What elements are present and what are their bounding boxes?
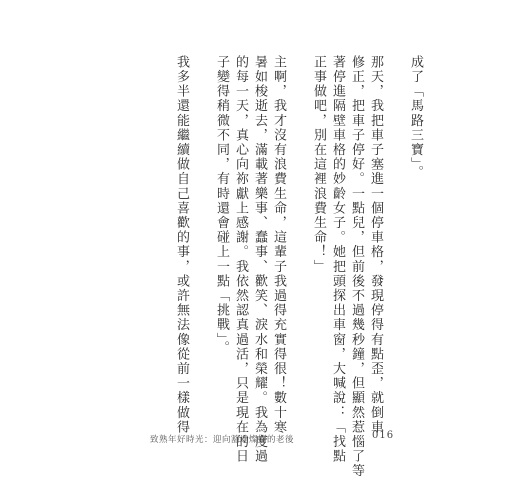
text-column: 暑如梭逝去，滿載著樂事、蠢事、歡笑、淚水和榮耀。我為度過 xyxy=(252,55,267,464)
running-footer-book-title: 致熟年好時光：迎向豁達燦爛的老後 xyxy=(150,435,295,445)
text-column: 修正，把車子停好。一點兒，但前後不過幾秒鐘，但顯然惹惱了等 xyxy=(349,55,364,479)
text-column: 子變得稍微不同，有時還會碰上一點「挑戰」。 xyxy=(214,55,229,356)
text-column: 我多半還能繼續做自己喜歡的事，或許無法像從前一樣做得 xyxy=(174,55,189,435)
text-column: 的每一天，真心向祢獻上感謝。我依然認真過活，只是現在的日 xyxy=(233,55,248,464)
text-column: 著停進隔壁車格的妙齡女子。她把頭探出車窗，大喊說：「找點 xyxy=(330,55,345,464)
text-column: 那天，我把車子塞進一個停車格，發現停得有點歪，就倒車 xyxy=(368,55,383,435)
text-column: 主啊，我才沒有浪費生命，這輩子我過得充實得很！數十寒 xyxy=(271,55,286,435)
page-number: 016 xyxy=(372,430,395,441)
text-column: 成了「馬路三寶」。 xyxy=(408,55,423,180)
text-column: 正事做吧，別在這裡浪費生命！」 xyxy=(311,55,326,274)
